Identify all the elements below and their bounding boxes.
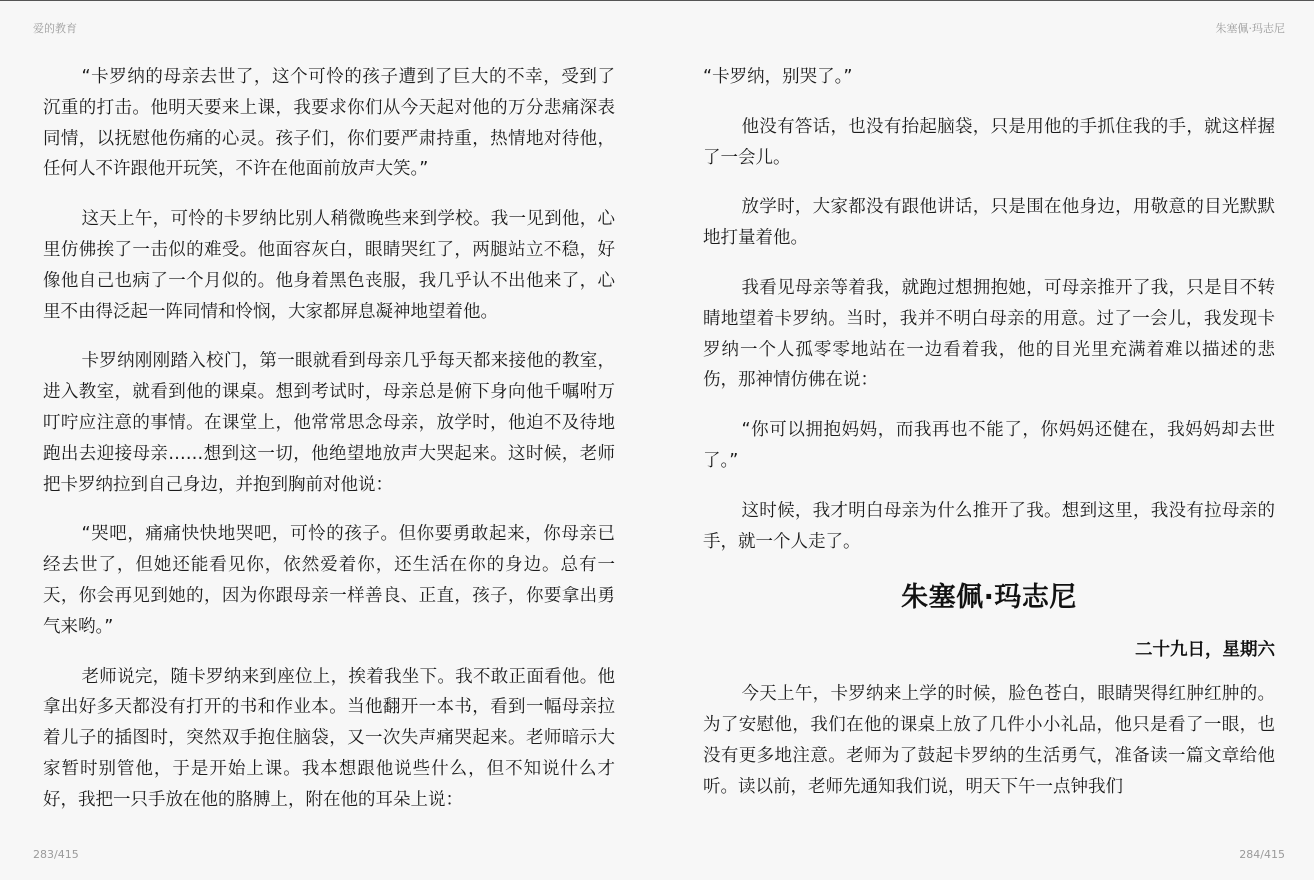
- left-page-number: 283/415: [33, 848, 79, 861]
- right-page-number: 284/415: [1239, 848, 1285, 861]
- left-paragraph-1: “卡罗纳的母亲去世了，这个可怜的孩子遭到了巨大的不幸，受到了沉重的打击。他明天要来上课，我要求你们从今天起对他的万分悲痛深表同情，以抚慰他伤痛的心灵。孩子们，你们要严肃持重，热情地对待他，任何人不许跟他开玩笑，不许在他面前放声大笑。”: [43, 67, 615, 180]
- right-paragraph-3: 放学时，大家都没有跟他讲话，只是围在他身边，用敬意的目光默默地打量着他。: [703, 197, 1275, 249]
- left-paragraph-3: 卡罗纳刚刚踏入校门，第一眼就看到母亲几乎每天都来接他的教室，进入教室，就看到他的课桌。想到考试时，母亲总是俯下身向他千嘱咐万叮咛应注意的事情。在课堂上，他常常思念母亲，放学时，他迫不及待地跑出去迎接母亲……想到这一切，他绝望地放声大哭起来。这时候，老师把卡罗纳拉到自己身边，并抱到胸前对他说：: [43, 351, 615, 495]
- left-paragraph-5: 老师说完，随卡罗纳来到座位上，挨着我坐下。我不敢正面看他。他拿出好多天都没有打开的书和作业本。当他翻开一本书，看到一幅母亲拉着儿子的插图时，突然双手抱住脑袋，又一次失声痛哭起来。老师暗示大家暂时别管他，于是开始上课。我本想跟他说些什么，但不知说什么才好，我把一只手放在他的胳膊上，附在他的耳朵上说：: [43, 666, 615, 810]
- left-paragraph-4: “哭吧，痛痛快快地哭吧，可怜的孩子。但你要勇敢起来，你母亲已经去世了，但她还能看见你，依然爱着你，还生活在你的身边。总有一天，你会再见到她的，因为你跟母亲一样善良、正直，孩子，你要拿出勇气来哟。”: [43, 524, 615, 637]
- left-paragraph-2: 这天上午，可怜的卡罗纳比别人稍微晚些来到学校。我一见到他，心里仿佛挨了一击似的难受。他面容灰白，眼睛哭红了，两腿站立不稳，好像他自己也病了一个月似的。他身着黑色丧服，我几乎认不出他来了，心里不由得泛起一阵同情和怜悯，大家都屏息凝神地望着他。: [43, 209, 615, 322]
- date-line: 二十九日，星期六: [1135, 640, 1275, 661]
- right-paragraph-4: 我看见母亲等着我，就跑过想拥抱她，可母亲推开了我，只是目不转睛地望着卡罗纳。当时，我并不明白母亲的用意。过了一会儿，我发现卡罗纳一个人孤零零地站在一边看着我，他的目光里充满着难以描述的悲伤，那神情仿佛在说：: [703, 277, 1275, 391]
- right-paragraph-6: 这时候，我才明白母亲为什么推开了我。想到这里，我没有拉母亲的手，就一个人走了。: [703, 500, 1275, 552]
- left-page[interactable]: [43, 62, 615, 822]
- chapter-heading: 朱塞佩·玛志尼: [901, 582, 1077, 614]
- chapter-title-header: 朱塞佩·玛志尼: [1215, 22, 1285, 35]
- right-page[interactable]: [703, 62, 1275, 822]
- right-paragraph-7: 今天上午，卡罗纳来上学的时候，脸色苍白，眼睛哭得红肿红肿的。为了安慰他，我们在他的课桌上放了几件小小礼品，他只是看了一眼，也没有更多地注意。老师为了鼓起卡罗纳的生活勇气，准备读一篇文章给他听。读以前，老师先通知我们说，明天下午一点钟我们: [703, 684, 1275, 797]
- right-paragraph-5: “你可以拥抱妈妈，而我再也不能了，你妈妈还健在，我妈妈却去世了。”: [703, 420, 1275, 471]
- right-paragraph-2: 他没有答话，也没有抬起脑袋，只是用他的手抓住我的手，就这样握了一会儿。: [703, 116, 1275, 168]
- window-top-border: [0, 0, 1314, 1]
- book-title-header: 爱的教育: [33, 22, 77, 35]
- right-paragraph-1: “卡罗纳，别哭了。”: [703, 67, 853, 87]
